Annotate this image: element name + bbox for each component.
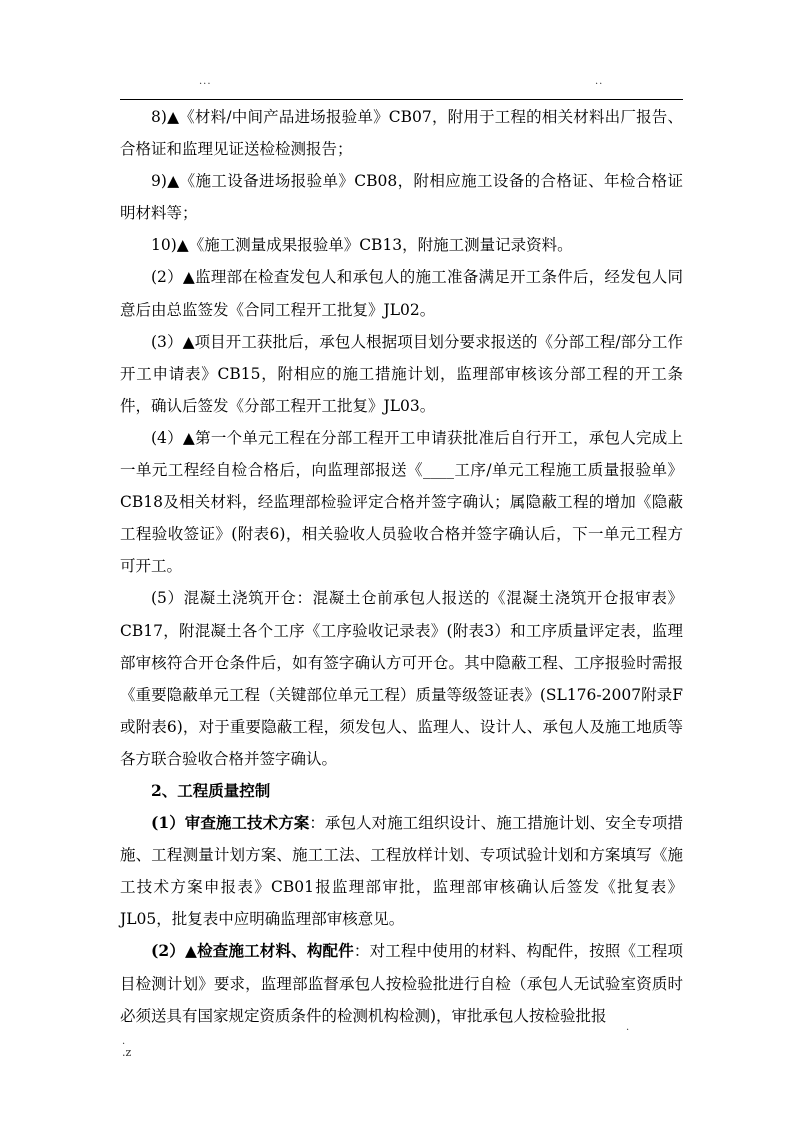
paragraph-step-3: (3）▲项目开工获批后，承包人根据项目划分要求报送的《分部工程/部分工作开工申请表》CB15，附相应的施工措施计划，监理部审核该分部工程的开工条件，确认后签发《分部工程开工批复》JL03。 bbox=[120, 332, 683, 415]
paragraph-quality-1-lead: (1）审查施工技术方案 bbox=[151, 813, 310, 833]
paragraph-item-8: 8)▲《材料/中间产品进场报验单》CB07，附用于工程的相关材料出厂报告、合格证和监理见证送检检测报告； bbox=[120, 108, 683, 159]
header-right-mark: .. bbox=[595, 76, 604, 87]
paragraph-quality-2 bbox=[120, 935, 683, 1031]
header-rule bbox=[120, 99, 683, 100]
paragraph-step-5: (5）混凝土浇筑开仓：混凝土仓前承包人报送的《混凝土浇筑开仓报审表》CB17，附混凝土各个工序《工序验收记录表》(附表3）和工序质量评定表，监理部审核符合开仓条件后，如有签字确认方可开仓。其中隐蔽工程、工序报验时需报《重要隐蔽单元工程（关键部位单元工程）质量等级签证表》(SL176-2007附录F或附表6)，对于重要隐蔽工程，须发包人、监理人、设计人、承包人及施工地质等各方联合验收合格并签字确认。 bbox=[120, 589, 683, 768]
paragraph-item-9: 9)▲《施工设备进场报验单》CB08，附相应施工设备的合格证、年检合格证明材料等； bbox=[120, 172, 683, 223]
paragraph-quality-1 bbox=[120, 807, 683, 935]
paragraph-item-10: 10)▲《施工测量成果报验单》CB13，附施工测量记录资料。 bbox=[151, 236, 573, 255]
paragraph-step-4: (4）▲第一个单元工程在分部工程开工申请获批准后自行开工，承包人完成上一单元工程经自检合格后，向监理部报送《____工序/单元工程施工质量报验单》CB18及相关材料，经监理部检验评定合格并签字确认；属隐蔽工程的增加《隐蔽工程验收签证》(附表6)，相关验收人员验收合格并签字确认后，下一单元工程方可开工。 bbox=[120, 428, 683, 576]
paragraph-quality-2-body: ：对工程中使用的材料、构配件，按照《工程项目检测计划》要求，监理部监督承包人按检验批进行自检（承包人无试验室资质时必须送具有国家规定资质条件的检测机构检测)，审批承包人按检验批报 bbox=[120, 942, 683, 1025]
paragraph-quality-2-lead: (2）▲检查施工材料、构配件 bbox=[151, 941, 354, 961]
section-heading: 2、工程质量控制 bbox=[151, 780, 271, 800]
header-left-mark: ... bbox=[199, 76, 212, 87]
document-body bbox=[120, 101, 683, 1032]
paragraph-step-2: (2）▲监理部在检查发包人和承包人的施工准备满足开工条件后，经发包人同意后由总监签发《合同工程开工批复》JL02。 bbox=[120, 268, 683, 319]
paragraph-quality-1-body: ：承包人对施工组织设计、施工措施计划、安全专项措施、工程测量计划方案、施工工法、工程放样计划、专项试验计划和方案填写《施工技术方案申报表》CB01报监理部审批，监理部审核确认后签发《批复表》JL05，批复表中应明确监理部审核意见。 bbox=[120, 814, 683, 929]
footer-right-dot: . bbox=[626, 1022, 630, 1033]
footer-mark: .z bbox=[122, 1046, 132, 1059]
footer-left-dot: . bbox=[122, 1036, 126, 1047]
